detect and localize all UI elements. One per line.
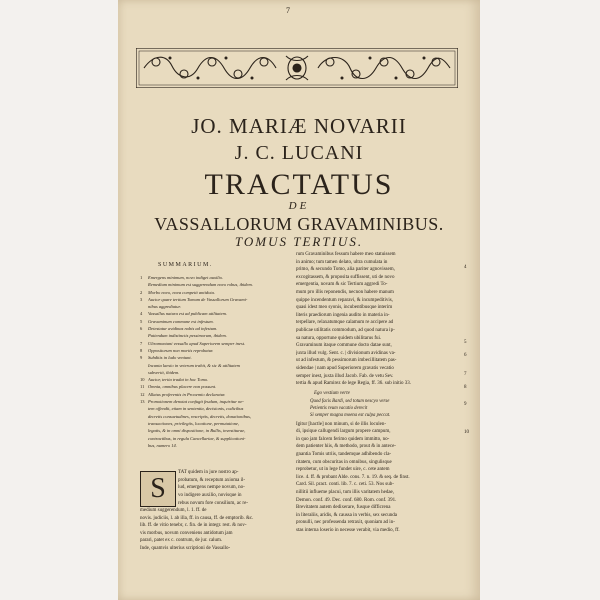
summary-item-text: Gravaminum commune est infestum. <box>148 318 214 324</box>
author-name: JO. MARIÆ NOVARII <box>191 114 407 138</box>
text-line: medium suggerendum, l. 1. ff. de <box>140 508 207 514</box>
summary-item-text: Subditis in ludo veniunt. <box>148 355 192 361</box>
summary-item <box>140 303 290 310</box>
text-line: dem patienter hiis, & methodo, prout & in antece- <box>296 444 396 450</box>
author-origin: J. C. LUCANI <box>234 142 364 164</box>
text-line: pronulli, nec professenda retraxit, quoniam ad in- <box>296 520 395 526</box>
summary-item <box>140 398 290 405</box>
text-line: Inde, quamvis ulterius scriptioni de Vassallo- <box>140 546 231 552</box>
summary-item-text: Ultramontani vessallo apud Superiorem semper inest. <box>148 340 246 346</box>
left-body <box>140 469 290 553</box>
volume-label: TOMUS TERTIUS. <box>234 234 364 249</box>
summary-item-number: 4 <box>140 311 143 317</box>
margin-number: 4 <box>464 265 467 270</box>
summary-item-number: 7 <box>140 340 143 346</box>
summary-item <box>140 310 290 317</box>
margin-number: 8 <box>464 385 467 390</box>
summary-item-number: 6 <box>140 326 143 332</box>
summary-item-number: 13 <box>140 399 145 405</box>
summary-item <box>140 369 290 376</box>
summary-item <box>140 296 290 303</box>
summary-item-number: 10 <box>140 377 145 383</box>
summary-item-number: 5 <box>140 318 143 324</box>
text-line: publicae utilitatis commodum, ad quod natura ip- <box>296 327 395 333</box>
summary-item-text: transactiones, privilegiis, locatione, permutatione, <box>148 420 240 426</box>
floral-headpiece-icon <box>136 48 458 88</box>
summary-item <box>140 442 290 449</box>
text-line: di, ipsique callugendi largum propere campum, <box>296 429 391 435</box>
summary-item-number: 12 <box>140 391 145 397</box>
left-column <box>140 256 290 553</box>
text-line: Card. Sil. pract. conti. lib. 7. c. ceti. 53. Nos sub- <box>296 482 394 488</box>
text-line: emergentia, novam & sic Tertium aggredi To- <box>296 282 388 288</box>
text-line: quasi idest meo syonis, incubentibusque interim <box>296 305 393 311</box>
summary-item <box>140 391 290 398</box>
text-line: rebus novum fore consilium, ac re- <box>178 500 248 506</box>
summary-item <box>140 332 290 339</box>
text-line: probatum, & receptum axioma il- <box>178 477 246 483</box>
summary-item <box>140 318 290 325</box>
title-preposition: DE <box>288 200 310 212</box>
summary-item-text: legatis, & in omni dispositione, in Bullis, investiturae, <box>148 428 246 434</box>
text-line: nillitii influeme placui, tum illis varitatem hedae, <box>296 490 395 496</box>
summary-item <box>140 435 290 442</box>
right-column <box>296 251 456 535</box>
summary-item-number: 3 <box>140 296 143 302</box>
text-line: literis praediorum ingenia audito in materia in- <box>296 312 390 318</box>
text-line: terpellare, relaxatumque calamum re accipere ad <box>296 320 394 326</box>
text-line: reprobetur, ut in lege fundet uire, c. cete antem <box>296 467 390 473</box>
summary-item-text: Morbo novo, nova competit antidota. <box>148 289 215 295</box>
text-line: Demon. conf. 49. Dec. conf. 680. Rom. conf. 391. <box>296 497 397 503</box>
summary-item <box>140 376 290 383</box>
work-title: TRACTATUS <box>204 168 394 201</box>
text-line: ut ad infestum, & pessimorum imbecillitatem pas- <box>296 358 397 364</box>
text-line: Gravaminum itaque commune docto datae sunt, <box>296 343 392 349</box>
summary-item-text: Auctor, tertia tradat in hoc Tomo. <box>148 377 209 383</box>
text-line: excogitassem, & proposita suffissent, uti de novo <box>296 274 395 280</box>
summary-item-number: 8 <box>140 347 143 353</box>
text-line: lib. ff. de vitio tenebr, c. fin. de in integr. rest. & nov- <box>140 523 247 529</box>
text-line: TAT quidem in jure nostro ap- <box>178 470 239 476</box>
margin-number: 5 <box>464 340 467 345</box>
summary-item-number <box>140 362 148 369</box>
summary-item-text: decretis consuetudines, rescriptis, decretis, donationibus, <box>148 413 251 419</box>
text-line: mum pro illis reponendis, necnon habere manum <box>296 289 394 295</box>
verse-heading: Ego vestium verte <box>314 390 350 396</box>
summary-heading: SUMMARIUM. <box>158 262 213 268</box>
summary-item-number: 9 <box>140 355 143 361</box>
summary-item-text: subvertit, ibidem. <box>148 369 180 375</box>
text-line: vis morbus, novum conveniens antidotum jam <box>140 530 233 536</box>
summary-item <box>140 362 290 369</box>
summary-item-text: Vassallus natura est ad publicam utilitatem. <box>148 311 228 317</box>
summary-item-text: Omnia, omnibus placere non possunt. <box>148 384 217 390</box>
summary-list <box>140 274 290 449</box>
text-line: Quod facis Bardi, sed totum nescyo verse <box>310 398 390 404</box>
summary-item-number: 1 <box>140 275 143 280</box>
drop-cap: S <box>140 471 176 507</box>
text-line: tertia & apud Ramirez de lege Regia, ff. 36. sub initio 33. <box>296 381 412 387</box>
text-line: sa natura, opportune quidem ubilitarus fui. <box>296 335 382 341</box>
summary-item <box>140 281 290 288</box>
summary-item <box>140 427 290 434</box>
summary-item <box>140 420 290 427</box>
text-line: juxta illud vulg. Sent. c. | divisionum avidinas va- <box>296 350 396 356</box>
text-line: in literaliis, aridis, & caussa in verbis, sex secunda <box>296 512 397 518</box>
summary-item <box>140 413 290 420</box>
summary-item-text: Incanta laesio in veterum trahit, & sic & utilitatem <box>148 362 240 368</box>
text-line: Petientis reum vacatio derecit <box>310 405 368 411</box>
margin-number: 9 <box>464 402 467 407</box>
summary-item <box>140 383 290 390</box>
verse-block <box>296 398 456 419</box>
margin-number: 10 <box>464 430 469 435</box>
summary-item <box>140 340 290 347</box>
work-subject: VASSALLORUM GRAVAMINIBUS. <box>154 214 444 234</box>
text-line: vo indigere auxilio, novisque in <box>178 492 242 498</box>
book-page <box>118 0 480 600</box>
text-line: quippe incendentum reparavi, & incumpeditivis, <box>296 297 393 303</box>
summary-item-number: 11 <box>140 384 145 390</box>
summary-item-text: Detestatur avidinas nobis ad infestum. <box>148 326 218 332</box>
summary-item-number: 2 <box>140 289 143 295</box>
text-line: in quo jam falcem ferimo quidem immitto, no- <box>296 436 390 442</box>
text-line: sidendae | nam apud Superiorem gravatis vecatio <box>296 365 394 371</box>
margin-number: 7 <box>464 372 467 377</box>
text-line: primo, & secundo Tomo, alia pariter agnovissem, <box>296 267 395 273</box>
text-line: Igitur [hactle] non minum, si de illis loculen- <box>296 421 386 427</box>
summary-item-text: Promotionem denotat confugit feudum, inquiritur ne- <box>148 399 244 405</box>
summary-item-text: Auctor quare tertium Tomum de Vassallorum Gravami- <box>148 296 248 302</box>
margin-number: 6 <box>464 353 467 358</box>
summary-item-number <box>140 405 148 412</box>
text-line: semper inest, juxta illud Jacob. Fab. de vetu Sev. <box>296 373 394 379</box>
summary-item-number <box>140 427 148 434</box>
summary-item-number <box>140 369 148 376</box>
text-line: Si semper magna moena est culpa peccat. <box>310 412 391 418</box>
summary-item <box>140 347 290 354</box>
summary-item-text: bus, numero 14. <box>148 442 177 448</box>
page-number: 7 <box>286 6 290 15</box>
text-line: stas interna loserio in necesse verabit, via medio, ff. <box>296 528 400 533</box>
text-line: Brevitatem autem dedixerare, fusque difficrena <box>296 505 391 511</box>
summary-item-number <box>140 442 148 449</box>
summary-item-text: Allatus proferentis in Prooemio declaratur. <box>148 391 226 397</box>
summary-item-text: nibus aggrediatur. <box>148 304 181 310</box>
summary-item-number <box>140 413 148 420</box>
summary-item-number <box>140 332 148 339</box>
text-line: rum Gravaminibus fessum habere meo statuissem <box>296 252 396 257</box>
text-line: novis. judiciis, l. ab illa, ff. in causa, ff. de emptorib. &c. <box>140 515 254 521</box>
summary-item <box>140 289 290 296</box>
summary-item-text: contractibus, in regula Cancellariae, & supplicationi- <box>148 435 246 441</box>
summary-item <box>140 274 290 281</box>
text-line: in animo; tum tamen delato, ultra cumulata in <box>296 259 388 265</box>
summary-item <box>140 354 290 361</box>
summary-item-text: Oppositorum non mortis reprobatur. <box>148 347 214 353</box>
summary-item-text: Emergens minimum, novo indiget auxilio. <box>148 275 224 280</box>
summary-item-number <box>140 420 148 427</box>
text-line: parari, patet ex c. contrum, de jur. calum. <box>140 538 223 544</box>
summary-item <box>140 325 290 332</box>
text-line: ritatem, cum obscuritas in omnibus, singulisque <box>296 459 392 465</box>
text-line: lud, emergens nempe novum, no- <box>178 485 245 491</box>
text-line: lice. 4. ff. & probant Alde. cons. 7. n. 19. & seq. de finst. <box>296 474 410 480</box>
summary-item-number <box>140 435 148 442</box>
text-line: gnantia Tomis utriis, tandemque adhibendo cla- <box>296 452 392 458</box>
summary-item-number <box>140 303 148 310</box>
summary-item-text: Remedium minimum est suggerendum novo robus, ibidem. <box>148 282 253 288</box>
summary-item-text: Patiendum indistinctis pessimorum, ibidem. <box>148 333 227 339</box>
summary-item-text: tem offendit, etiam in sententia, decisionis, codicibus <box>148 406 244 412</box>
summary-item-number <box>140 281 148 288</box>
summary-item <box>140 405 290 412</box>
